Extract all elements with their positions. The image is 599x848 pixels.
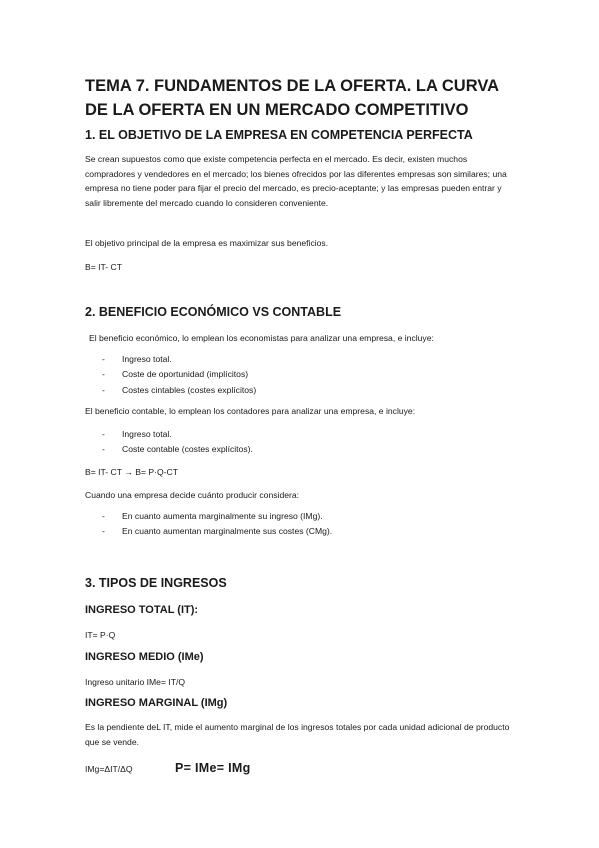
section-1-paragraph-2: El objetivo principal de la empresa es maximizar sus beneficios. <box>85 238 329 248</box>
average-revenue-heading: INGRESO MEDIO (IMe) <box>85 651 204 663</box>
marginal-revenue-formula: IMg=ΔIT/ΔQ <box>85 764 133 774</box>
list-item: - En cuanto aumenta marginalmente su ingreso (IMg). <box>102 511 323 521</box>
accounting-benefit-intro: El beneficio contable, lo emplean los contadores para analizar una empresa, e incluye: <box>85 406 416 416</box>
decision-intro: Cuando una empresa decide cuánto producir considera: <box>85 490 300 500</box>
total-revenue-heading: INGRESO TOTAL (IT): <box>85 604 199 616</box>
price-equality: P= IMe= IMg <box>175 761 251 775</box>
list-item: - Costes cintables (costes explícitos) <box>102 384 257 395</box>
marginal-revenue-heading: INGRESO MARGINAL (IMg) <box>85 697 228 709</box>
list-item: - En cuanto aumentan marginalmente sus costes (CMg). <box>102 526 333 537</box>
section-2-heading: 2. BENEFICIO ECONÓMICO VS CONTABLE <box>85 305 342 319</box>
section-3-heading: 3. TIPOS DE INGRESOS <box>85 576 227 590</box>
section-1-paragraph-1: Se crean supuestos como que existe competencia perfecta en el mercado. Es decir, existen muchos compradores y vendedores en el mercado; los bienes ofrecidos por las diferentes empresas son similares; una empresa no tiene poder para fijar el precio del mercado, es precio-aceptante; y las empresas pueden entrar y salir libremente del mercado cuando lo consideren conveniente. <box>85 154 507 208</box>
section-1-heading: 1. EL OBJETIVO DE LA EMPRESA EN COMPETENCIA PERFECTA <box>85 128 473 142</box>
average-revenue-formula: Ingreso unitario IMe= IT/Q <box>85 677 186 687</box>
economic-benefit-list <box>85 352 256 398</box>
decision-list <box>85 509 332 540</box>
list-item: - Ingreso total. <box>102 354 172 364</box>
list-item: - Ingreso total. <box>102 429 172 439</box>
accounting-benefit-list <box>85 427 253 458</box>
section-1-formula: B= IT- CT <box>85 262 123 272</box>
marginal-revenue-text: Es la pendiente deL IT, mide el aumento marginal de los ingresos totales por cada unidad adicional de producto que se vende. <box>85 722 510 747</box>
document-title: TEMA 7. FUNDAMENTOS DE LA OFERTA. LA CURVA DE LA OFERTA EN UN MERCADO COMPETITIVO <box>85 77 499 119</box>
total-revenue-formula: IT= P·Q <box>85 630 116 640</box>
economic-benefit-intro: El beneficio económico, lo emplean los economistas para analizar una empresa, e incluye: <box>89 333 434 343</box>
list-item: - Coste contable (costes explícitos). <box>102 444 253 455</box>
list-item: - Coste de oportunidad (implícitos) <box>102 369 249 380</box>
section-2-formula: B= IT- CT → B= P·Q-CT <box>85 467 178 477</box>
